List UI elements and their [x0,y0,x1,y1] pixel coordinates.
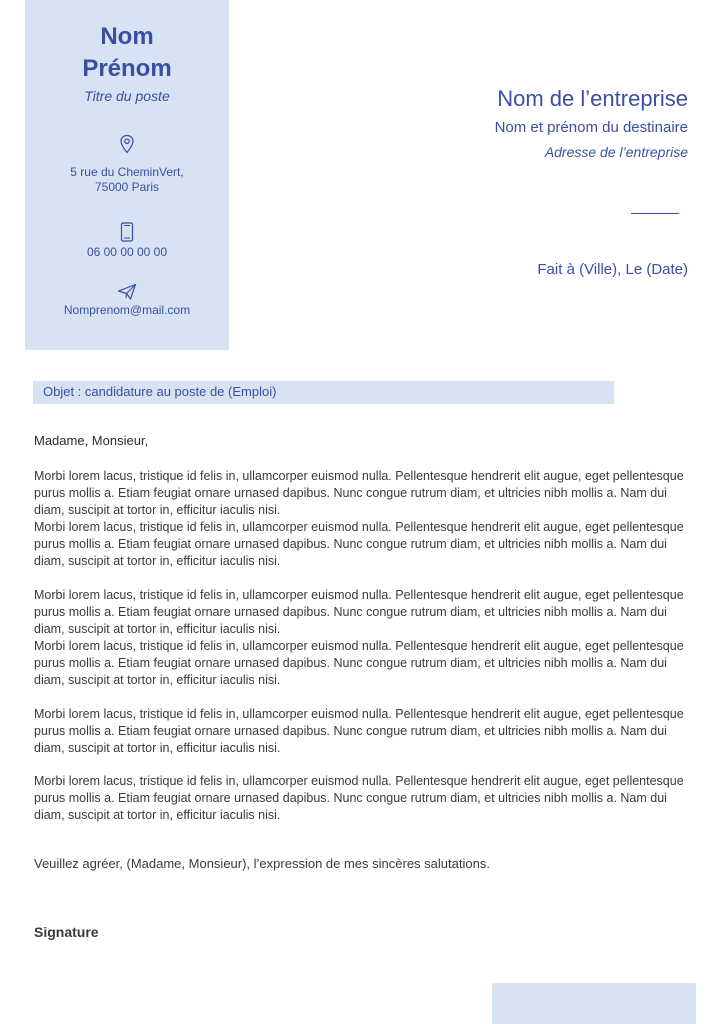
sender-phone: 06 00 00 00 00 [86,245,168,259]
sender-sidebar [25,0,229,350]
signature: Signature [34,924,99,940]
sender-address-line2: 75000 Paris [94,180,160,194]
body-paragraph: Morbi lorem lacus, tristique id felis in, ullamcorper euismod nulla. Pellentesque hendrerit elit augue, eget pellentesque purus mollis a. Etiam feugiat ornare urnased dapibus. Nunc congue rutrum diam, et ultricies nibh mollis a. Nam dui diam, suscipit at tortor in, efficitur iaculis nisi. [34,520,684,568]
subject-text: Objet : candidature au poste de (Emploi) [43,384,277,399]
subject-bar [33,381,614,404]
phone-icon [25,222,229,242]
sender-last-name: Prénom [82,55,172,82]
body-paragraph: Morbi lorem lacus, tristique id felis in, ullamcorper euismod nulla. Pellentesque hendrerit elit augue, eget pellentesque purus mollis a. Etiam feugiat ornare urnased dapibus. Nunc congue rutrum diam, et ultricies nibh mollis a. Nam dui diam, suscipit at tortor in, efficitur iaculis nisi. [34,774,684,822]
body-paragraph: Morbi lorem lacus, tristique id felis in, ullamcorper euismod nulla. Pellentesque hendrerit elit augue, eget pellentesque purus mollis a. Etiam feugiat ornare urnased dapibus. Nunc congue rutrum diam, et ultricies nibh mollis a. Nam dui diam, suscipit at tortor in, efficitur iaculis nisi. [34,588,684,636]
body-paragraph: Morbi lorem lacus, tristique id felis in, ullamcorper euismod nulla. Pellentesque hendrerit elit augue, eget pellentesque purus mollis a. Etiam feugiat ornare urnased dapibus. Nunc congue rutrum diam, et ultricies nibh mollis a. Nam dui diam, suscipit at tortor in, efficitur iaculis nisi. [34,707,684,755]
footer-accent-block [492,983,696,1024]
salutation: Madame, Monsieur, [34,433,149,448]
body-paragraph: Morbi lorem lacus, tristique id felis in, ullamcorper euismod nulla. Pellentesque hendrerit elit augue, eget pellentesque purus mollis a. Etiam feugiat ornare urnased dapibus. Nunc congue rutrum diam, et ultricies nibh mollis a. Nam dui diam, suscipit at tortor in, efficitur iaculis nisi. [34,639,684,687]
sender-first-name: Nom [100,23,154,50]
paper-plane-icon [25,283,229,303]
sender-email: Nomprenom@mail.com [63,303,191,317]
recipient-address: Adresse de l’entreprise [544,144,688,160]
divider [631,213,679,214]
closing-line: Veuillez agréer, (Madame, Monsieur), l’expression de mes sincères salutations. [34,856,490,871]
sender-address-line1: 5 rue du CheminVert, [70,165,184,179]
body-paragraph: Morbi lorem lacus, tristique id felis in, ullamcorper euismod nulla. Pellentesque hendrerit elit augue, eget pellentesque purus mollis a. Etiam feugiat ornare urnased dapibus. Nunc congue rutrum diam, et ultricies nibh mollis a. Nam dui diam, suscipit at tortor in, efficitur iaculis nisi. [34,469,684,517]
sender-job-title: Titre du poste [84,88,170,104]
recipient-company: Nom de l’entreprise [497,86,688,111]
location-pin-icon [25,134,229,154]
recipient-name: Nom et prénom du destinaire [494,119,688,136]
place-date: Fait à (Ville), Le (Date) [537,261,688,278]
